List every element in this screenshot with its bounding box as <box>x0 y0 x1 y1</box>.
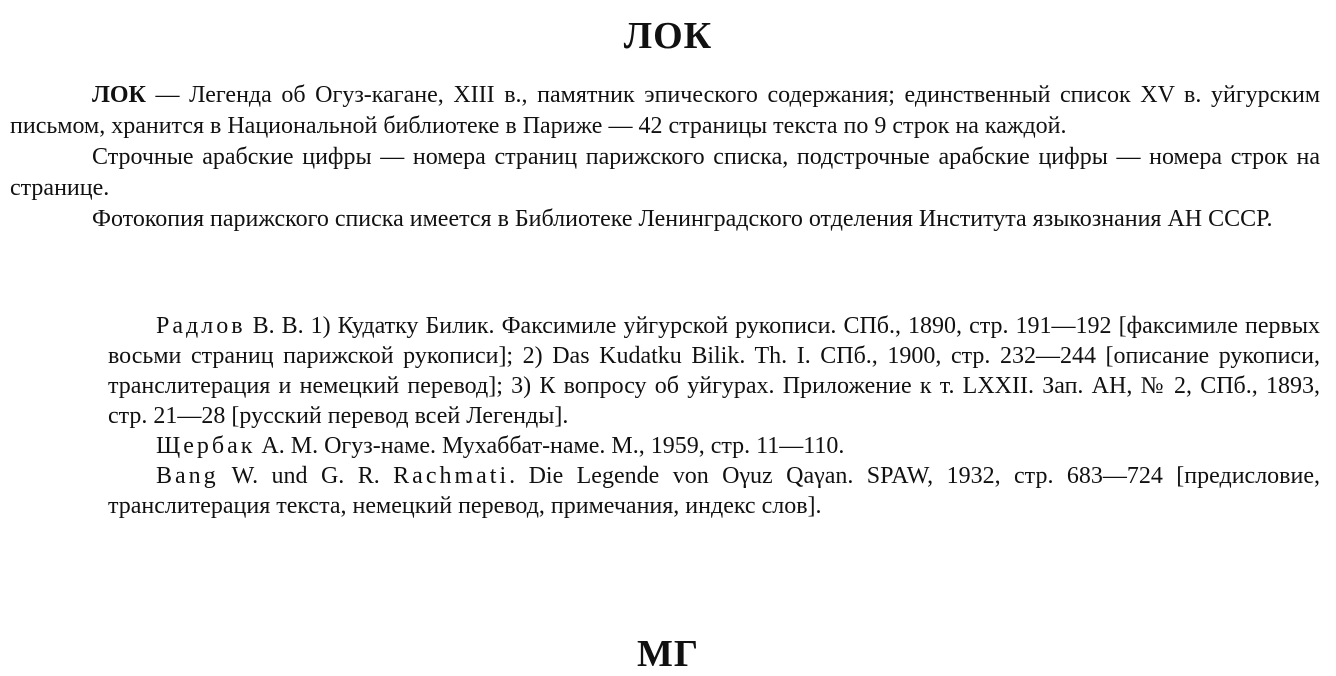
reference-item <box>108 311 1320 431</box>
next-section-title: МГ <box>636 633 700 675</box>
page-title: ЛОК <box>623 15 713 57</box>
reference-author: Bang <box>156 463 219 489</box>
reference-author-2: Rachmati <box>393 463 510 489</box>
reference-author: Радлов <box>156 313 246 339</box>
reference-text: А. М. Огуз-наме. Мухаббат-наме. М., 1959, стр. 11—110. <box>255 433 845 459</box>
intro-paragraph-3: Фотокопия парижского списка имеется в Библиотеке Ленинградского отделения Института языкознания АН СССР. <box>92 206 1273 232</box>
reference-item <box>108 461 1320 521</box>
intro-section <box>10 80 1320 235</box>
reference-author: Щербак <box>156 433 256 459</box>
reference-text: В. В. 1) Кудатку Билик. Факсимиле уйгурской рукописи. СПб., 1890, стр. 191—192 [факсимиле первых восьми страниц парижской рукописи]; 2) Das Kudatku Bilik. Th. I. СПб., 1900, стр. 232—244 [описание рукописи, транслитерация и немецкий перевод]; 3) К вопросу об уйгурах. Приложение к т. LXXII. Зап. АН, № 2, СПб., 1893, стр. 21—28 [русский перевод всей Легенды]. <box>108 313 1320 429</box>
intro-paragraph-1 <box>10 80 1320 142</box>
references-section <box>108 311 1320 521</box>
abbreviation: ЛОК <box>92 82 146 108</box>
reference-item <box>108 431 1320 461</box>
reference-text: W. und G. R. <box>218 463 394 489</box>
intro-paragraph-2: Строчные арабские цифры — номера страниц парижского списка, подстрочные арабские цифры — номера строк на странице. <box>10 144 1320 201</box>
intro-paragraph-1-text: — Легенда об Огуз-кагане, XIII в., памятник эпического содержания; единственный список XV в. уйгурским письмом, хранится в Национальной библиотеке в Париже — 42 страницы текста по 9 строк на каждой. <box>10 82 1320 139</box>
reference-text: . Die Legende von Oγuz Qaγan. SPAW, 1932, стр. 683—724 [предисловие, транслитерация текста, немецкий перевод, примечания, индекс слов]. <box>108 463 1320 519</box>
